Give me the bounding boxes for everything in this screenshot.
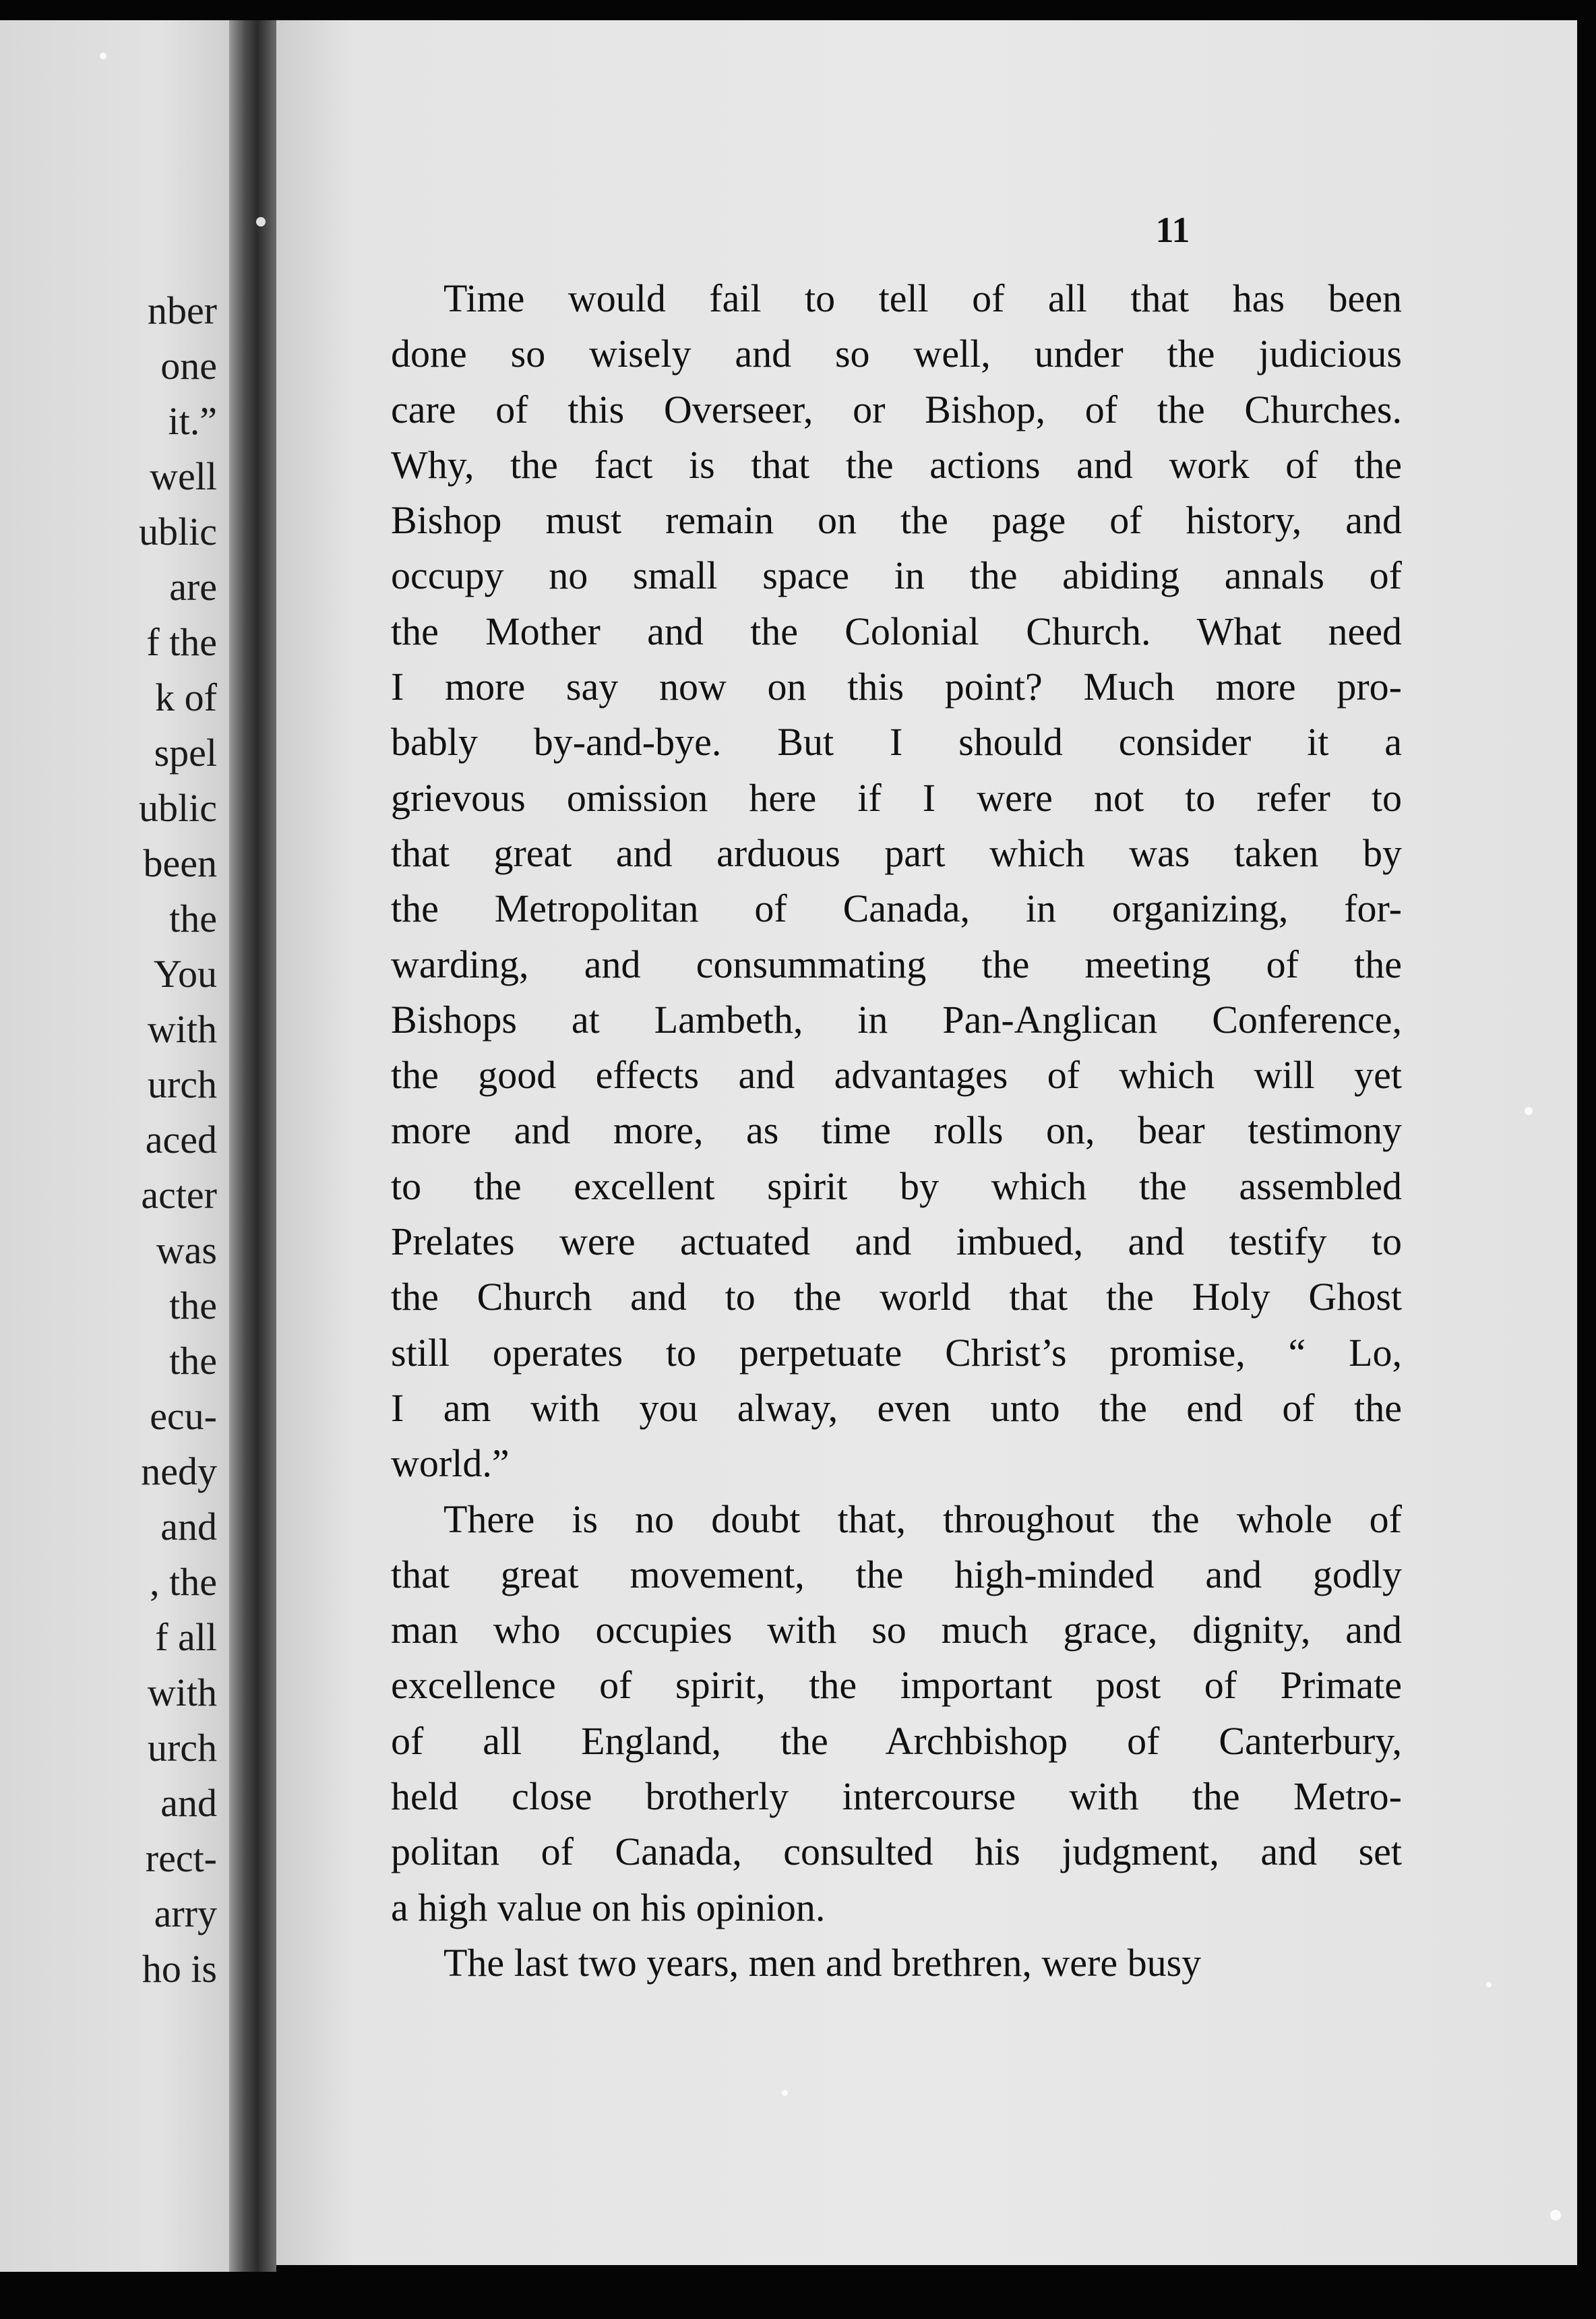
- text-line: held close brotherly intercourse with the Metro-: [391, 1774, 1402, 1819]
- left-page-line: You: [153, 952, 217, 996]
- text-line: care of this Overseer, or Bishop, of the Churches.: [391, 387, 1402, 431]
- left-page-line: it.”: [168, 399, 217, 443]
- left-page-line: ublic: [139, 786, 217, 830]
- scan-speck: [1550, 2210, 1561, 2221]
- left-page-line: was: [156, 1228, 217, 1272]
- text-line: the Metropolitan of Canada, in organizing, for-: [391, 886, 1402, 931]
- page-number: 11: [1155, 210, 1190, 250]
- left-page-line: nber: [147, 289, 217, 332]
- text-line: politan of Canada, consulted his judgment, and set: [391, 1830, 1402, 1874]
- left-page-line: ublic: [139, 510, 217, 553]
- text-line: I more say now on this point? Much more pro-: [391, 665, 1402, 709]
- scan-speck: [256, 217, 266, 227]
- text-line: There is no doubt that, throughout the whole of: [443, 1497, 1402, 1541]
- text-line: more and more, as time rolls on, bear testimony: [391, 1108, 1402, 1153]
- left-page-line: one: [160, 344, 217, 388]
- left-page-line: acter: [141, 1173, 217, 1217]
- left-page-text-fragments: [139, 283, 217, 1997]
- body-text: [391, 271, 1402, 1991]
- left-page-line: with: [147, 1670, 217, 1714]
- left-page-line: rect-: [145, 1836, 217, 1880]
- left-page-line: with: [147, 1007, 217, 1051]
- left-page-line: well: [150, 454, 217, 498]
- left-page-line: spel: [154, 731, 217, 775]
- scan-speck: [100, 53, 106, 59]
- left-page-line: the: [169, 1284, 217, 1327]
- left-page-line: arry: [154, 1892, 217, 1935]
- paragraph: [391, 1935, 1402, 1991]
- text-line: bably by-and-bye. But I should consider it a: [391, 720, 1402, 764]
- text-line: The last two years, men and brethren, were busy: [443, 1940, 1202, 1985]
- left-page-line: , the: [150, 1560, 217, 1604]
- text-line: still operates to perpetuate Christ’s promise, “ Lo,: [391, 1330, 1402, 1375]
- text-line: Bishops at Lambeth, in Pan-Anglican Conference,: [391, 997, 1402, 1042]
- text-line: the Church and to the world that the Holy Ghost: [391, 1275, 1402, 1319]
- left-page-line: and: [160, 1505, 217, 1548]
- text-line: of all England, the Archbishop of Canterbury,: [391, 1718, 1402, 1763]
- text-line: that great movement, the high-minded and godly: [391, 1552, 1402, 1596]
- left-page-line: the: [169, 897, 217, 940]
- text-line: grievous omission here if I were not to refer to: [391, 775, 1402, 820]
- left-page-line: nedy: [141, 1449, 217, 1493]
- paragraph: [391, 271, 1402, 1492]
- text-line: Why, the fact is that the actions and work of the: [391, 442, 1402, 487]
- left-page-line: urch: [147, 1726, 217, 1770]
- left-page-line: the: [169, 1339, 217, 1383]
- text-line: occupy no small space in the abiding annals of: [391, 553, 1402, 598]
- text-line: the good effects and advantages of which will yet: [391, 1053, 1402, 1097]
- left-page-line: been: [143, 841, 217, 885]
- left-page-line: are: [169, 565, 217, 609]
- text-line: the Mother and the Colonial Church. What need: [391, 609, 1402, 653]
- paragraph: [391, 1492, 1402, 1935]
- text-line: a high value on his opinion.: [391, 1885, 826, 1929]
- text-line: world.”: [391, 1441, 510, 1486]
- left-page-line: and: [160, 1781, 217, 1825]
- left-page-line: ecu-: [150, 1394, 217, 1438]
- text-line: that great and arduous part which was taken by: [391, 831, 1402, 875]
- left-page-line: urch: [147, 1062, 217, 1106]
- text-line: man who occupies with so much grace, dignity, and: [391, 1608, 1402, 1652]
- text-line: I am with you alway, even unto the end of the: [391, 1385, 1402, 1430]
- left-page-line: f the: [146, 620, 217, 664]
- text-line: to the excellent spirit by which the assembled: [391, 1164, 1402, 1208]
- scan-speck: [1525, 1107, 1533, 1115]
- left-page-line: ho is: [142, 1947, 217, 1991]
- text-line: Prelates were actuated and imbued, and testify to: [391, 1219, 1402, 1264]
- scan-speck: [1486, 1982, 1492, 1987]
- left-facing-page: [0, 20, 229, 2272]
- text-line: warding, and consummating the meeting of the: [391, 942, 1402, 986]
- text-line: Bishop must remain on the page of history, and: [391, 498, 1402, 543]
- text-line: Time would fail to tell of all that has been: [443, 276, 1402, 320]
- text-line: excellence of spirit, the important post of Primate: [391, 1663, 1402, 1708]
- left-page-line: f all: [155, 1615, 217, 1659]
- scan-speck: [782, 2090, 788, 2096]
- text-line: done so wisely and so well, under the judicious: [391, 332, 1402, 376]
- book-gutter: [229, 20, 276, 2272]
- left-page-line: k of: [155, 675, 217, 719]
- left-page-line: aced: [145, 1118, 217, 1162]
